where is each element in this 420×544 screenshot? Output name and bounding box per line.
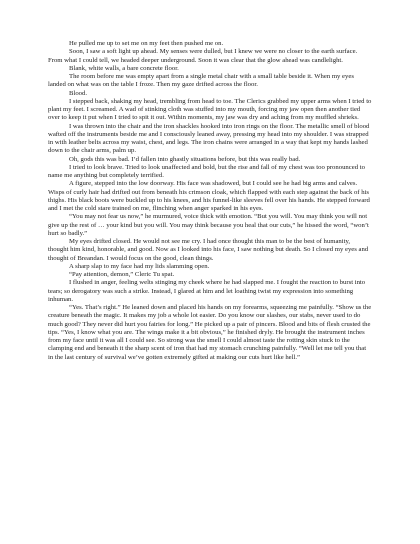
paragraph: Oh, gods this was bad. I’d fallen into ghastly situations before, but this was really bad.	[69, 155, 301, 163]
paragraph: Soon, I saw a soft light up ahead. My senses were dulled, but I knew we were no closer to the earth surface. From what I could tell, we headed deeper underground. Soon it was clear that the glow ahead was candlelight.	[48, 48, 358, 64]
paragraph: I tried to look brave. Tried to look unaffected and bold, but the rise and fall of my chest was too pronounced to name me anything but completely terrified.	[48, 163, 365, 179]
paragraph: Blood.	[69, 89, 88, 97]
paragraph: A sharp slap to my face had my lids slamming open.	[69, 262, 210, 270]
paragraph: A figure, stepped into the low doorway. His face was shadowed, but I could see he had big arms and calves. Wisps of curly hair had drifted out from beneath his crimson cloak, which flapped with each step against the back of his thighs. His black boots were buckled up to his knees, and his funnel-like sleeves fell over his hands. He stepped forward and I met the cold stare trained on me, flinching when anger sparked in his eyes.	[48, 180, 370, 212]
paragraph: My eyes drifted closed. He would not see me cry. I had once thought this man to be the best of humanity, thought him kind, honorable, and good. Now as I looked into his face, I saw nothing but death. So I closed my eyes and thought of Breandan. I would focus on the good, clean things.	[48, 238, 369, 262]
paragraph: I was thrown into the chair and the iron shackles hooked into iron rings on the floor. The metallic smell of blood wafted off the instruments beside me and I consciously leaned away, pressing my head into my shoulder. I was strapped in with leather belts across my waist, chest, and legs. The iron chains were arranged in a way that kept my hands lashed down to the chair arms, palm up.	[48, 122, 370, 155]
paragraph: I stepped back, shaking my head, trembling from head to toe. The Clerics grabbed my upper arms when I tried to plant my feet. I screamed. A wad of stinking cloth was stuffed into my mouth, forcing my jaw open then another tied over to keep it put when I tried to spit it out. Within moments, my jaw was dry and aching from my muffled shrieks.	[48, 97, 372, 122]
paragraph: Blank, white walls, a bare concrete floor.	[69, 64, 179, 72]
paragraph: The room before me was empty apart from a single metal chair with a small table beside it. When my eyes landed on what was on the table I froze. Then my gaze drifted across the floor.	[48, 73, 354, 89]
paragraph: “Yes. That’s right.” He leaned down and placed his hands on my forearms, squeezing me painfully. “Show us the creature beneath the magic. It makes my job a whole lot easier. Do you know our slashes, our stabs, never used to do much good? They never did hurt you fairies for long.” He picked up a pair of pincers. Blood and bits of flesh crusted the tips. “Yes, I know what you are. The wings make it a bit obvious,” he finished dryly. He brought the instrument inches from my face until it was all I could see. So strong was the smell I could almost taste the rotting skin stuck to the clamping end and beneath it the sharp scent of iron that had my stomach crunching painfully. “Well let me tell you that in the last century of survival we’ve gotten extremely gifted at making our cuts hurt like hell.”	[48, 304, 372, 361]
paragraph: I flushed in anger, feeling welts stinging my cheek where he had slapped me. I fought the reaction to burst into tears; so derogatory was such a strike. Instead, I glared at him and let loathing twist my expression into something inhuman.	[48, 279, 366, 303]
paragraph: He pulled me up to set me on my feet then pushed me on.	[69, 40, 224, 47]
paragraph: “Pay attention, demon,” Cleric Tu spat.	[69, 271, 175, 278]
paragraph: “You may not fear us now,” he murmured, voice thick with emotion. “But you will. You may think you will not give up the rest of … your kind but you will. You may think because you heal that our cuts,” he hissed the word, “won’t hurt so badly.”	[48, 213, 369, 237]
